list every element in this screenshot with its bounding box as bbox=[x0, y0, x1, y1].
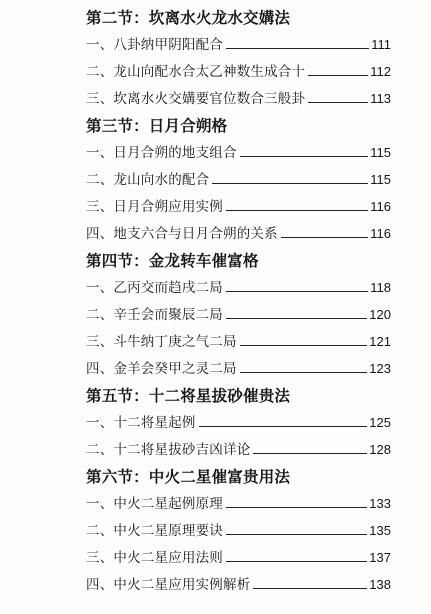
toc-leader-line bbox=[212, 183, 368, 184]
toc-entry-title: 一、八卦纳甲阴阳配合 bbox=[86, 37, 223, 53]
toc-page-number: 120 bbox=[369, 307, 391, 322]
toc-page-number: 115 bbox=[370, 172, 391, 187]
toc-entry bbox=[86, 355, 391, 382]
toc-leader-line bbox=[226, 507, 367, 508]
toc-leader-line bbox=[226, 318, 367, 319]
toc-entry-title: 四、金羊会癸甲之灵二局 bbox=[86, 361, 237, 377]
toc-leader-line bbox=[308, 102, 368, 103]
section-heading: 第三节：日月合朔格 bbox=[86, 117, 228, 135]
toc-entry-title: 二、龙山向配水合太乙神数生成合十 bbox=[86, 64, 306, 80]
toc-page-number: 116 bbox=[370, 199, 391, 214]
toc-leader-line bbox=[253, 453, 367, 454]
toc-page-number: 116 bbox=[370, 226, 391, 241]
section-heading: 第六节：中火二星催富贵用法 bbox=[86, 468, 291, 486]
toc-entry bbox=[86, 517, 391, 544]
toc-leader-line bbox=[253, 588, 367, 589]
toc-entry-title: 三、斗牛纳丁庚之气二局 bbox=[86, 334, 237, 350]
toc-entry bbox=[86, 193, 391, 220]
toc-entry-title: 四、中火二星应用实例解析 bbox=[86, 577, 251, 593]
toc-entry-title: 二、辛壬会而聚辰二局 bbox=[86, 307, 223, 323]
toc-page-number: 137 bbox=[369, 550, 391, 565]
toc-page-number: 128 bbox=[369, 442, 391, 457]
toc-leader-line bbox=[226, 210, 368, 211]
toc-leader-line bbox=[199, 426, 368, 427]
toc-entry bbox=[86, 544, 391, 571]
toc-page-number: 112 bbox=[370, 64, 391, 79]
toc-entry-title: 一、日月合朔的地支组合 bbox=[86, 145, 237, 161]
toc-entry-title: 一、乙丙交而趋戌二局 bbox=[86, 280, 223, 296]
toc-leader-line bbox=[240, 372, 368, 373]
toc-entry-title: 四、地支六合与日月合朔的关系 bbox=[86, 226, 278, 242]
toc-entry bbox=[86, 490, 391, 517]
toc-entry bbox=[86, 328, 391, 355]
toc-entry bbox=[86, 220, 391, 247]
toc-entry bbox=[86, 409, 391, 436]
toc-page-number: 135 bbox=[369, 523, 391, 538]
toc-entry bbox=[86, 85, 391, 112]
toc-entry bbox=[86, 31, 391, 58]
toc-page-number: 138 bbox=[369, 577, 391, 592]
toc-leader-line bbox=[226, 534, 367, 535]
toc-entry-title: 一、十二将星起例 bbox=[86, 415, 196, 431]
toc-entry-title: 三、中火二星应用法则 bbox=[86, 550, 223, 566]
toc-entry bbox=[86, 274, 391, 301]
toc-entry bbox=[86, 139, 391, 166]
toc-entry bbox=[86, 436, 391, 463]
section-heading: 第二节：坎离水火龙水交媾法 bbox=[86, 9, 291, 27]
toc-entry bbox=[86, 166, 391, 193]
toc-entry bbox=[86, 571, 391, 598]
toc-leader-line bbox=[240, 156, 369, 157]
toc-leader-line bbox=[226, 291, 368, 292]
toc-page-number: 113 bbox=[370, 91, 391, 106]
toc-page-number: 118 bbox=[370, 280, 391, 295]
toc-entry-title: 三、日月合朔应用实例 bbox=[86, 199, 223, 215]
toc-page-number: 125 bbox=[369, 415, 391, 430]
toc-page-number: 111 bbox=[371, 37, 391, 52]
toc-page-number: 115 bbox=[370, 145, 391, 160]
toc-page-number: 123 bbox=[369, 361, 391, 376]
section-heading: 第四节：金龙转车催富格 bbox=[86, 252, 259, 270]
toc-leader-line bbox=[226, 48, 369, 49]
toc-entry-title: 二、龙山向水的配合 bbox=[86, 172, 210, 188]
toc-entry-title: 三、坎离水火交媾要官位数合三般卦 bbox=[86, 91, 306, 107]
toc-leader-line bbox=[240, 345, 368, 346]
table-of-contents bbox=[86, 6, 391, 598]
toc-leader-line bbox=[308, 75, 368, 76]
toc-entry-title: 二、十二将星拔砂吉凶详论 bbox=[86, 442, 251, 458]
toc-entry bbox=[86, 301, 391, 328]
toc-entry-title: 二、中火二星原理要诀 bbox=[86, 523, 223, 539]
toc-leader-line bbox=[281, 237, 368, 238]
section-heading: 第五节：十二将星拔砂催贵法 bbox=[86, 387, 291, 405]
toc-entry-title: 一、中火二星起例原理 bbox=[86, 496, 223, 512]
toc-entry bbox=[86, 58, 391, 85]
toc-leader-line bbox=[226, 561, 367, 562]
toc-page-number: 133 bbox=[369, 496, 391, 511]
toc-page-number: 121 bbox=[369, 334, 391, 349]
